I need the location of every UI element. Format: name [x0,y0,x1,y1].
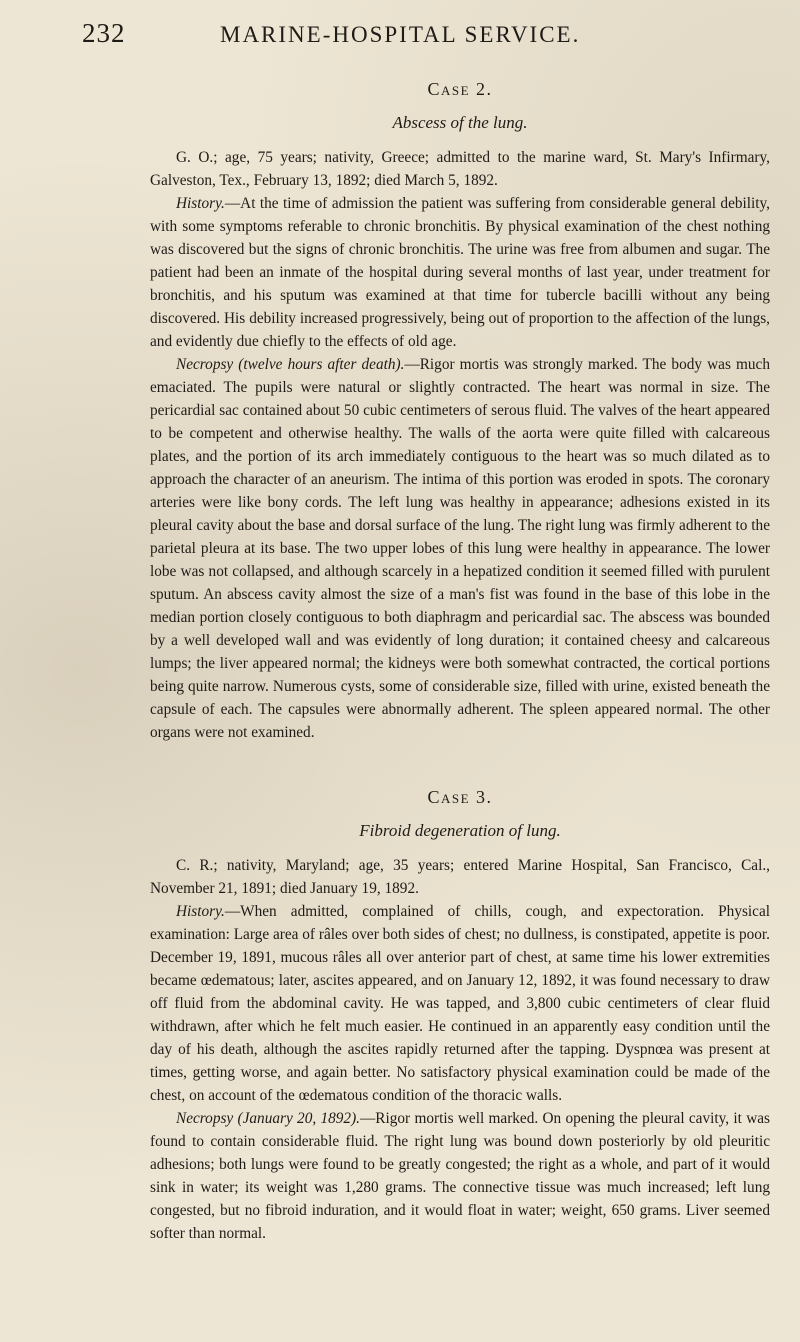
paragraph [150,146,770,192]
paragraph-text: —When admitted, complained of chills, cough, and expectoration. Physical examination: Large area of râles over both sides of chest; no dullness, is constipated, appetite is poor. December 19, 1891, mucous râles all over anterior part of chest, at same time his lower extremities became œdematous; later, ascites appeared, and on January 12, 1892, it was found necessary to draw off fluid from the abdominal cavity. He was tapped, and 3,800 cubic centimeters of clear fluid withdrawn, after which he felt much easier. He continued in an apparently easy condition until the day of his death, although the ascites rapidly returned after the tapping. Dyspnœa was present at times, getting worse, and again better. No satisfactory physical examination could be made of the chest, on account of the œdematous condition of the thoracic walls. [150,903,770,1104]
case-2-section [150,78,770,744]
paragraph-lead: History. [176,195,225,212]
paragraph [150,192,770,353]
paragraph-lead: Necropsy (twelve hours after death). [176,356,405,373]
paragraph [150,353,770,744]
case-subtitle: Abscess of the lung. [392,113,528,132]
paragraph-text: —At the time of admission the patient was suffering from considerable general debility, with some symptoms referable to chronic bronchitis. By physical examination of the chest nothing was discovered but the signs of chronic bronchitis. The urine was free from albumen and sugar. The patient had been an inmate of the hospital during several months of last year, under treatment for bronchitis, and his sputum was examined at that time for tubercle bacilli without any being discovered. His debility increased progressively, being out of proportion to the affection of the lungs, and evidently due chiefly to the effects of old age. [150,195,770,350]
paragraph-lead: Necropsy (January 20, 1892). [176,1110,360,1127]
case-title: Case 3. [427,787,493,807]
paragraph [150,900,770,1107]
paragraph [150,1107,770,1245]
case-3-section [150,786,770,1245]
paragraph-text: C. R.; nativity, Maryland; age, 35 years; entered Marine Hospital, San Francisco, Cal., November 21, 1891; died January 19, 1892. [150,857,770,897]
page-header [70,14,790,54]
page-body [150,78,770,1245]
paragraph-text: —Rigor mortis was strongly marked. The body was much emaciated. The pupils were natural or slightly contracted. The heart was normal in size. The pericardial sac contained about 50 cubic centimeters of serous fluid. The valves of the heart appeared to be competent and otherwise healthy. The walls of the aorta were quite filled with calcareous plates, and the portion of its arch immediately contiguous to the heart was so much dilated as to approach the character of an aneurism. The intima of this portion was eroded in spots. The coronary arteries were like bony cords. The left lung was healthy in appearance; adhesions existed in its pleural cavity about the base and dorsal surface of the lung. The right lung was firmly adherent to the parietal pleura at its base. The two upper lobes of this lung were healthy in appearance. The lower lobe was not collapsed, and although scarcely in a hepatized condition it seemed filled with purulent sputum. An abscess cavity almost the size of a man's fist was found in the base of this lobe in the median portion closely contiguous to both diaphragm and pericardial sac. The abscess was bounded by a well developed wall and was evidently of long duration; it contained cheesy and calcareous lumps; the liver appeared normal; the kidneys were both somewhat contracted, the cortical portions being quite narrow. Numerous cysts, some of considerable size, filled with urine, existed beneath the capsule of each. The capsules were abnormally adherent. The spleen appeared normal. The other organs were not examined. [150,356,770,741]
case-subtitle: Fibroid degeneration of lung. [359,821,561,840]
paragraph-lead: History. [176,903,225,920]
paragraph-text: G. O.; age, 75 years; nativity, Greece; admitted to the marine ward, St. Mary's Infirmary, Galveston, Tex., February 13, 1892; died March 5, 1892. [150,149,770,189]
section-gap [150,744,770,786]
case-title: Case 2. [427,79,493,99]
paragraph [150,854,770,900]
paragraph-text: —Rigor mortis well marked. On opening the pleural cavity, it was found to contain considerable fluid. The right lung was bound down posteriorly by old pleuritic adhesions; both lungs were found to be greatly congested; the right as a whole, and part of it would sink in water; its weight was 1,280 grams. The connective tissue was much increased; left lung congested, but no fibroid induration, and it would float in water; weight, 650 grams. Liver seemed softer than normal. [150,1110,770,1242]
running-head: MARINE-HOSPITAL SERVICE. [220,22,581,47]
page-number: 232 [82,18,126,48]
